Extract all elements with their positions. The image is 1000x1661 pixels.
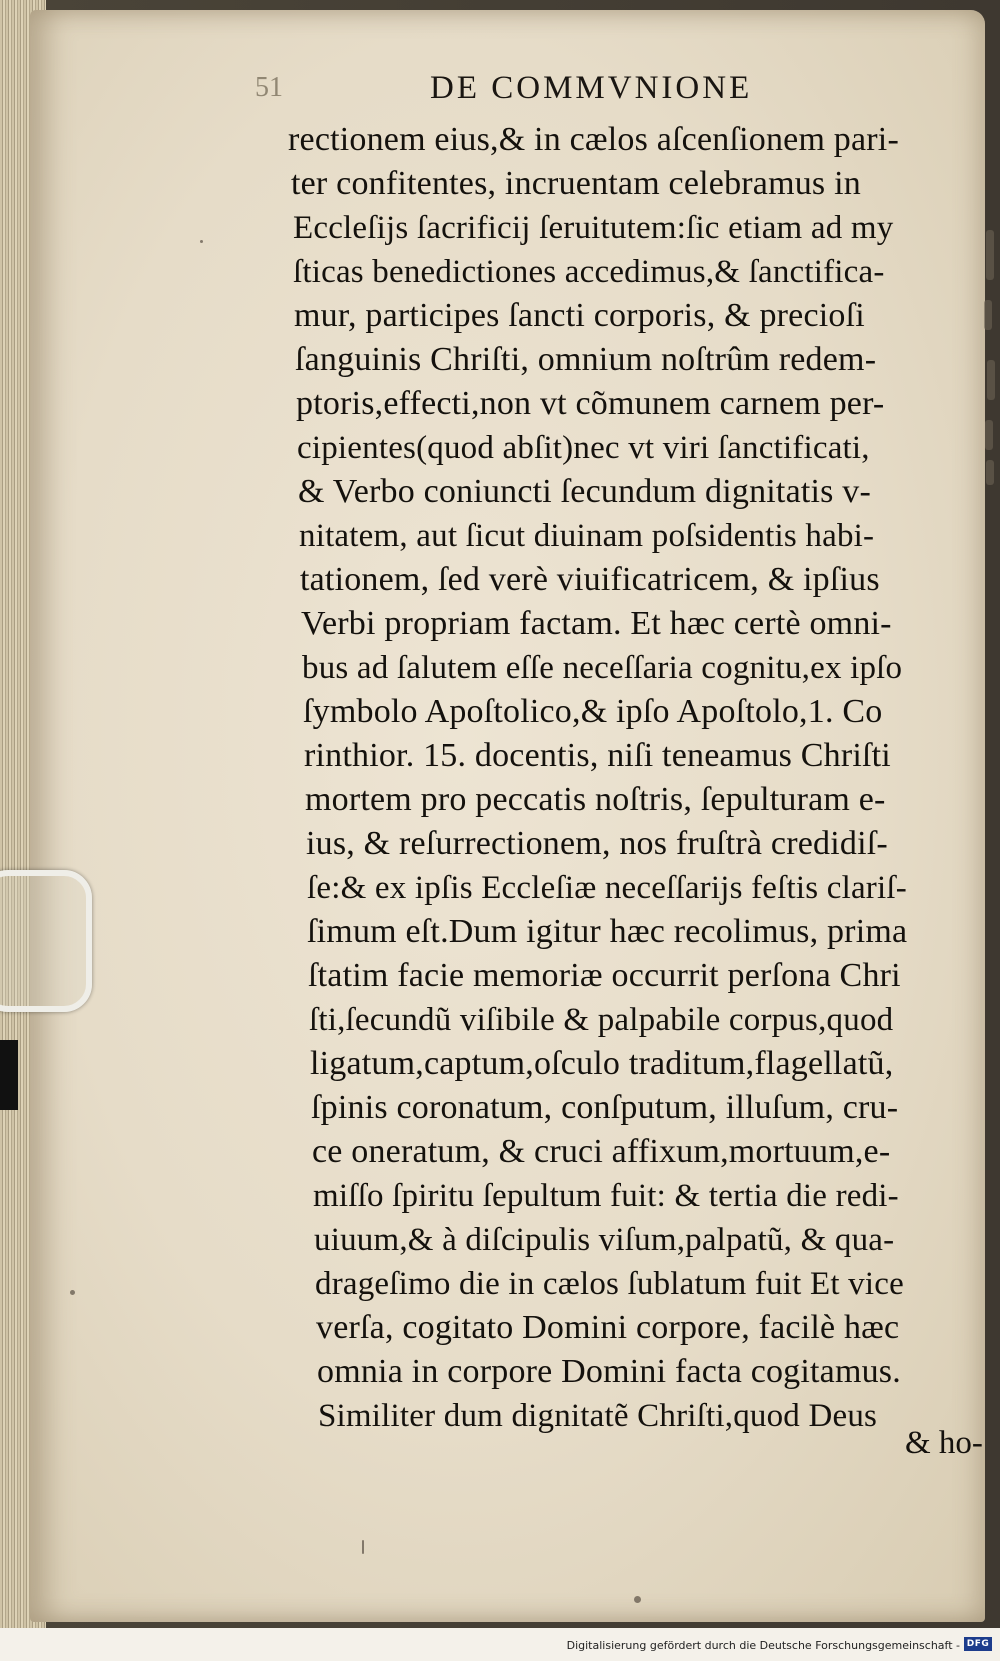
text-line: ptoris,effecti,non vt cõmunem carnem per- bbox=[296, 385, 885, 422]
text-line: ius, & reſurrectionem, nos fruſtrà credidiſ- bbox=[306, 825, 888, 862]
text-line: ſti,ſecundũ viſibile & palpabile corpus,quod bbox=[309, 1002, 894, 1038]
text-line: ter confitentes, incruentam celebramus in bbox=[291, 165, 861, 202]
paper-speck bbox=[362, 1540, 364, 1554]
page-number: 51 bbox=[255, 72, 283, 103]
text-line: miſſo ſpiritu ſepultum fuit: & tertia die redi- bbox=[313, 1178, 899, 1214]
text-line: verſa, cogitato Domini corpore, facilè hæc bbox=[316, 1309, 900, 1346]
text-line: omnia in corpore Domini facta cogitamus. bbox=[317, 1353, 901, 1390]
catchword: & ho- bbox=[905, 1425, 983, 1461]
text-line: ſpinis coronatum, conſputum, illuſum, cru- bbox=[311, 1089, 899, 1126]
text-line: nitatem, aut ſicut diuinam poſsidentis habi- bbox=[299, 518, 875, 554]
dfg-logo: DFG bbox=[964, 1637, 992, 1651]
text-line: ſanguinis Chriſti, omnium noſtrûm redem- bbox=[295, 341, 877, 378]
paper-speck bbox=[634, 1596, 641, 1603]
text-line: rectionem eius,& in cælos aſcenſionem pari- bbox=[288, 121, 899, 158]
text-line: ſtatim facie memoriæ occurrit perſona Chri bbox=[308, 957, 901, 994]
digitization-credit: Digitalisierung gefördert durch die Deutsche Forschungsgemeinschaft - bbox=[566, 1639, 960, 1652]
paper-speck bbox=[70, 1290, 75, 1295]
text-line: Eccleſijs ſacrificij ſeruitutem:ſic etiam ad my bbox=[293, 210, 894, 246]
text-line: mur, participes ſancti corporis, & precioſi bbox=[294, 297, 865, 334]
text-line: Verbi propriam factam. Et hæc certè omni- bbox=[301, 605, 892, 642]
text-line: ſticas benedictiones accedimus,& ſanctifica- bbox=[293, 254, 885, 290]
text-line: ſe:& ex ipſis Eccleſiæ neceſſarijs feſtis clariſ- bbox=[307, 870, 907, 906]
text-line: Similiter dum dignitatẽ Chriſti,quod Deus bbox=[318, 1398, 878, 1434]
text-line: ce oneratum, & cruci affixum,mortuum,e- bbox=[312, 1133, 891, 1170]
text-line: ſymbolo Apoſtolico,& ipſo Apoſtolo,1. Co bbox=[303, 693, 883, 730]
running-head: DE COMMVNIONE bbox=[430, 70, 753, 106]
text-line: ligatum,captum,oſculo traditum,flagellatũ, bbox=[310, 1045, 894, 1082]
text-line: cipientes(quod abſit)nec vt viri ſanctificati, bbox=[297, 430, 870, 466]
text-line: bus ad ſalutem eſſe neceſſaria cognitu,ex ipſo bbox=[302, 650, 903, 686]
text-line: tationem, ſed verè viuificatricem, & ipſius bbox=[300, 561, 880, 598]
text-line: & Verbo coniuncti ſecundum dignitatis v- bbox=[298, 473, 872, 510]
text-line: mortem pro peccatis noſtris, ſepulturam e- bbox=[305, 781, 886, 818]
text-line: drageſimo die in cælos ſublatum fuit Et vice bbox=[315, 1266, 904, 1302]
text-line: uiuum,& à diſcipulis viſum,palpatũ, & qua- bbox=[314, 1222, 895, 1258]
paper-speck bbox=[200, 240, 203, 243]
text-line: rinthior. 15. docentis, niſi teneamus Chriſti bbox=[304, 737, 891, 774]
text-line: ſimum eſt.Dum igitur hæc recolimus, prima bbox=[307, 913, 908, 950]
